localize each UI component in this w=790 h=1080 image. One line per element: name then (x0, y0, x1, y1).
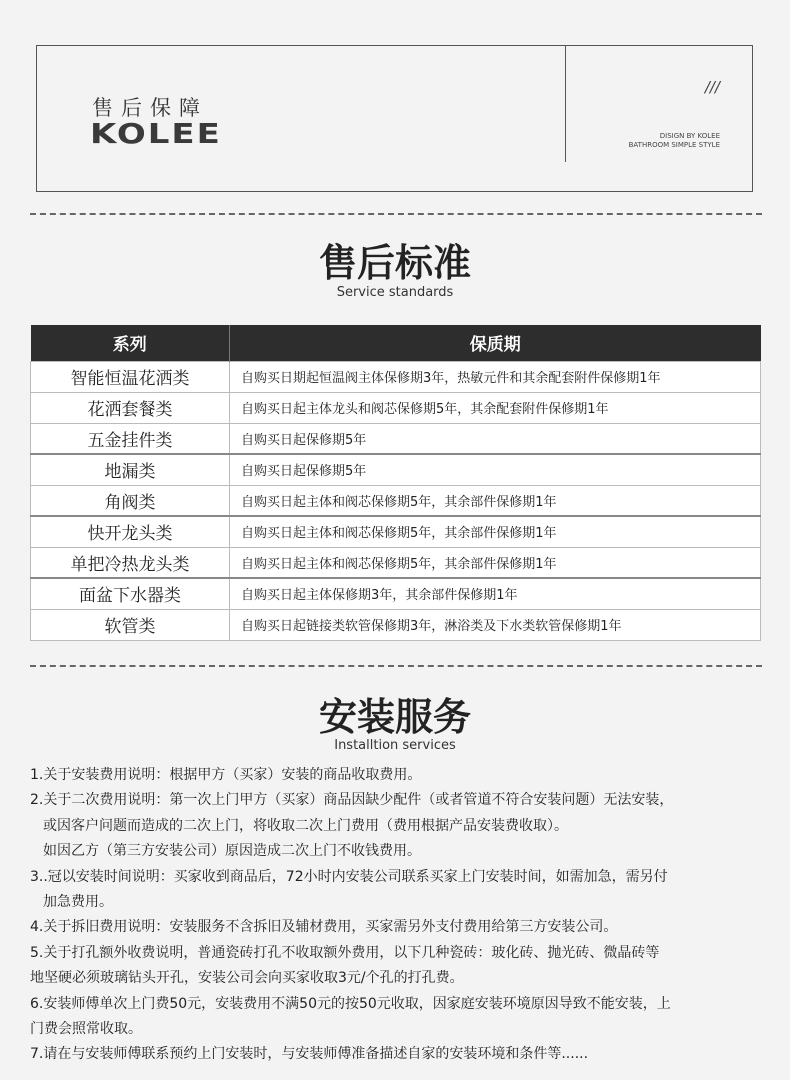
install-title: 安装服务 (318, 695, 471, 739)
table-header-row (31, 325, 761, 361)
header-divider (565, 46, 566, 162)
series-cell: 地漏类 (31, 454, 230, 485)
table-row (31, 361, 761, 392)
table-row (31, 516, 761, 547)
service-line: 7.请在与安装师傅联系预约上门安装时，与安装师傅准备描述自家的安装环境和条件等...... (30, 1046, 589, 1063)
warranty-cell: 自购买日起主体和阀芯保修期5年，其余部件保修期1年 (230, 485, 761, 516)
column-header-warranty: 保质期 (230, 325, 761, 361)
warranty-cell: 自购买日起主体和阀芯保修期5年，其余部件保修期1年 (230, 516, 761, 547)
series-cell: 面盆下水器类 (31, 578, 230, 609)
series-cell: 单把冷热龙头类 (31, 547, 230, 578)
tagline-line-2: BATHROOM SIMPLE STYLE (628, 141, 720, 149)
service-line: 6.安装师傅单次上门费50元，安装费用不满50元的按50元收取，因家庭安装环境原因导致不能安装，上 (30, 995, 671, 1012)
service-line: 2.关于二次费用说明：第一次上门甲方（买家）商品因缺少配件（或者管道不符合安装问题）无法安装， (30, 792, 674, 809)
warranty-cell: 自购买日起主体和阀芯保修期5年，其余部件保修期1年 (230, 547, 761, 578)
design-tagline (629, 132, 720, 150)
service-line: 或因客户问题而造成的二次上门，将收取二次上门费用（费用根据产品安装费收取）。 (43, 817, 568, 834)
table-row (31, 423, 761, 454)
series-cell: 智能恒温花洒类 (31, 361, 230, 392)
warranty-cell: 自购买日期起恒温阀主体保修期3年，热敏元件和其余配套附件保修期1年 (230, 361, 761, 392)
table-row (31, 609, 761, 640)
warranty-cell: 自购买日起保修期5年 (230, 454, 761, 485)
series-cell: 五金挂件类 (31, 423, 230, 454)
slash-mark: /// (704, 78, 720, 96)
service-line: 4.关于拆旧费用说明：安装服务不含拆旧及辅材费用，买家需另外支付费用给第三方安装公司。 (30, 919, 618, 936)
series-cell: 花洒套餐类 (31, 392, 230, 423)
tagline-line-1: DISIGN BY KOLEE (659, 132, 720, 140)
header-subtitle: 售后保障 (92, 96, 208, 120)
table-row (31, 454, 761, 485)
warranty-table (30, 325, 761, 641)
service-line: 5.关于打孔额外收费说明，普通瓷砖打孔不收取额外费用，以下几种瓷砖：玻化砖、抛光砖、微晶砖等 (30, 944, 660, 961)
service-line: 门费会照常收取。 (30, 1021, 142, 1038)
service-line: 加急费用。 (43, 894, 113, 911)
warranty-cell: 自购买日起链接类软管保修期3年，淋浴类及下水类软管保修期1年 (230, 609, 761, 640)
install-subtitle: Installtion services (334, 738, 456, 753)
standards-subtitle: Service standards (336, 285, 454, 300)
dashed-divider (30, 665, 762, 667)
service-line: 1.关于安装费用说明：根据甲方（买家）安装的商品收取费用。 (30, 767, 422, 783)
service-line: 地坚硬必须玻璃钻头开孔，安装公司会向买家收取3元/个孔的打孔费。 (30, 970, 464, 987)
table-row (31, 392, 761, 423)
column-header-series: 系列 (31, 325, 230, 361)
table-row (31, 547, 761, 578)
series-cell: 角阀类 (31, 485, 230, 516)
table-row (31, 485, 761, 516)
service-line: 3..冠以安装时间说明：买家收到商品后，72小时内安装公司联系买家上门安装时间，如需加急，需另付 (30, 868, 668, 885)
series-cell: 快开龙头类 (31, 516, 230, 547)
dashed-divider (30, 213, 762, 215)
warranty-cell: 自购买日起主体龙头和阀芯保修期5年，其余配套附件保修期1年 (230, 392, 761, 423)
standards-title: 售后标准 (318, 241, 471, 285)
table-row (31, 578, 761, 609)
warranty-cell: 自购买日起主体保修期3年，其余部件保修期1年 (230, 578, 761, 609)
header-banner (36, 45, 753, 192)
brand-logo: KOLEE (90, 118, 222, 150)
install-service-list (30, 763, 770, 1068)
warranty-cell: 自购买日起保修期5年 (230, 423, 761, 454)
series-cell: 软管类 (31, 609, 230, 640)
service-line: 如因乙方（第三方安装公司）原因造成二次上门不收钱费用。 (43, 843, 421, 860)
